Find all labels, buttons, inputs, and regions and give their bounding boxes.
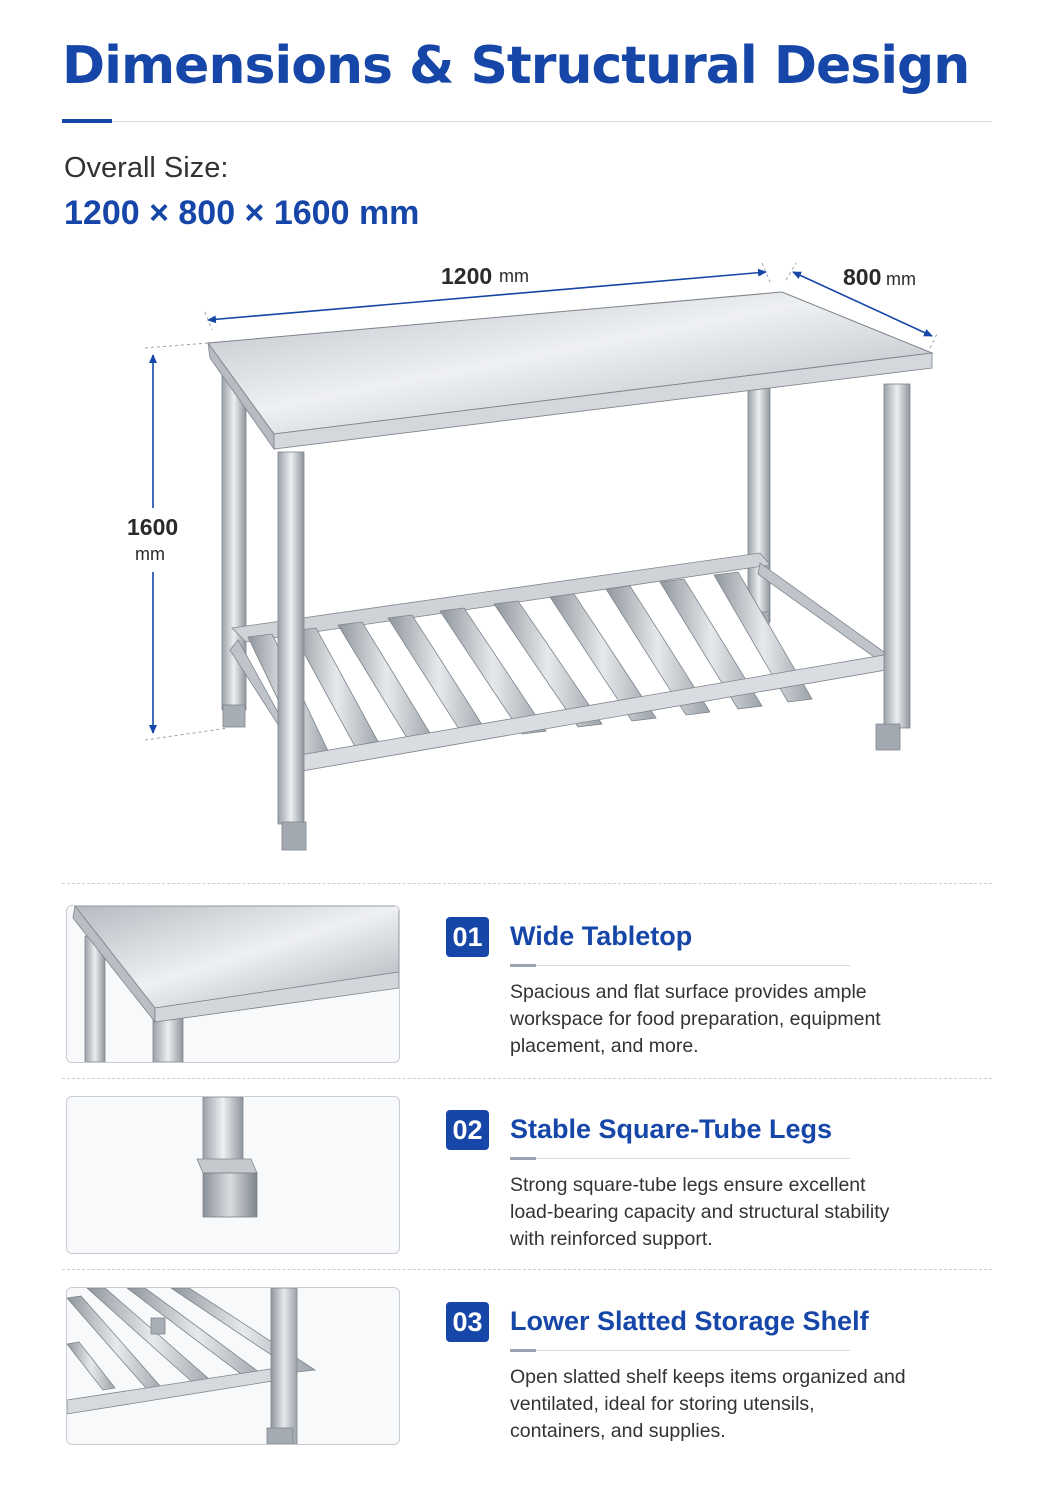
section-divider: [62, 1078, 992, 1079]
feature-title: Stable Square-Tube Legs: [510, 1114, 833, 1144]
feature-rule-accent: [510, 1157, 536, 1160]
feature-title: Wide Tabletop: [510, 921, 693, 951]
feature-number-badge: 03: [446, 1302, 489, 1342]
feature-title-rule: [510, 1158, 850, 1159]
length-unit: mm: [499, 266, 529, 286]
feature-rule-accent: [510, 1349, 536, 1352]
tabletop-detail-image: [66, 905, 400, 1063]
shelf-detail-image: [66, 1287, 400, 1445]
overall-size-label: Overall Size:: [64, 152, 229, 184]
title-divider: [62, 121, 992, 122]
feature-title: Lower Slatted Storage Shelf: [510, 1306, 869, 1336]
page-title: Dimensions & Structural Design: [62, 36, 970, 96]
leg-detail-image: [66, 1096, 400, 1254]
depth-unit: mm: [886, 269, 916, 289]
overall-size-value: 1200 × 800 × 1600 mm: [64, 194, 420, 232]
table-dimension-diagram: [0, 250, 1055, 870]
feature-description: Strong square-tube legs ensure excellent load-bearing capacity and structural stability with reinforced support.: [510, 1174, 890, 1250]
feature-description: Spacious and flat surface provides ample workspace for food preparation, equipment placement, and more.: [510, 981, 881, 1057]
height-value: 1600: [127, 514, 179, 540]
feature-description: Open slatted shelf keeps items organized and ventilated, ideal for storing utensils, containers, and supplies.: [510, 1366, 906, 1442]
feature-title-rule: [510, 965, 850, 966]
feature-number-badge: 02: [446, 1110, 489, 1150]
length-value: 1200: [441, 263, 493, 289]
title-accent-bar: [62, 119, 112, 123]
section-divider: [62, 1269, 992, 1270]
height-unit: mm: [135, 544, 165, 564]
depth-value: 800: [843, 264, 882, 290]
feature-number-badge: 01: [446, 917, 489, 957]
section-divider: [62, 883, 992, 884]
feature-title-rule: [510, 1350, 850, 1351]
feature-rule-accent: [510, 964, 536, 967]
